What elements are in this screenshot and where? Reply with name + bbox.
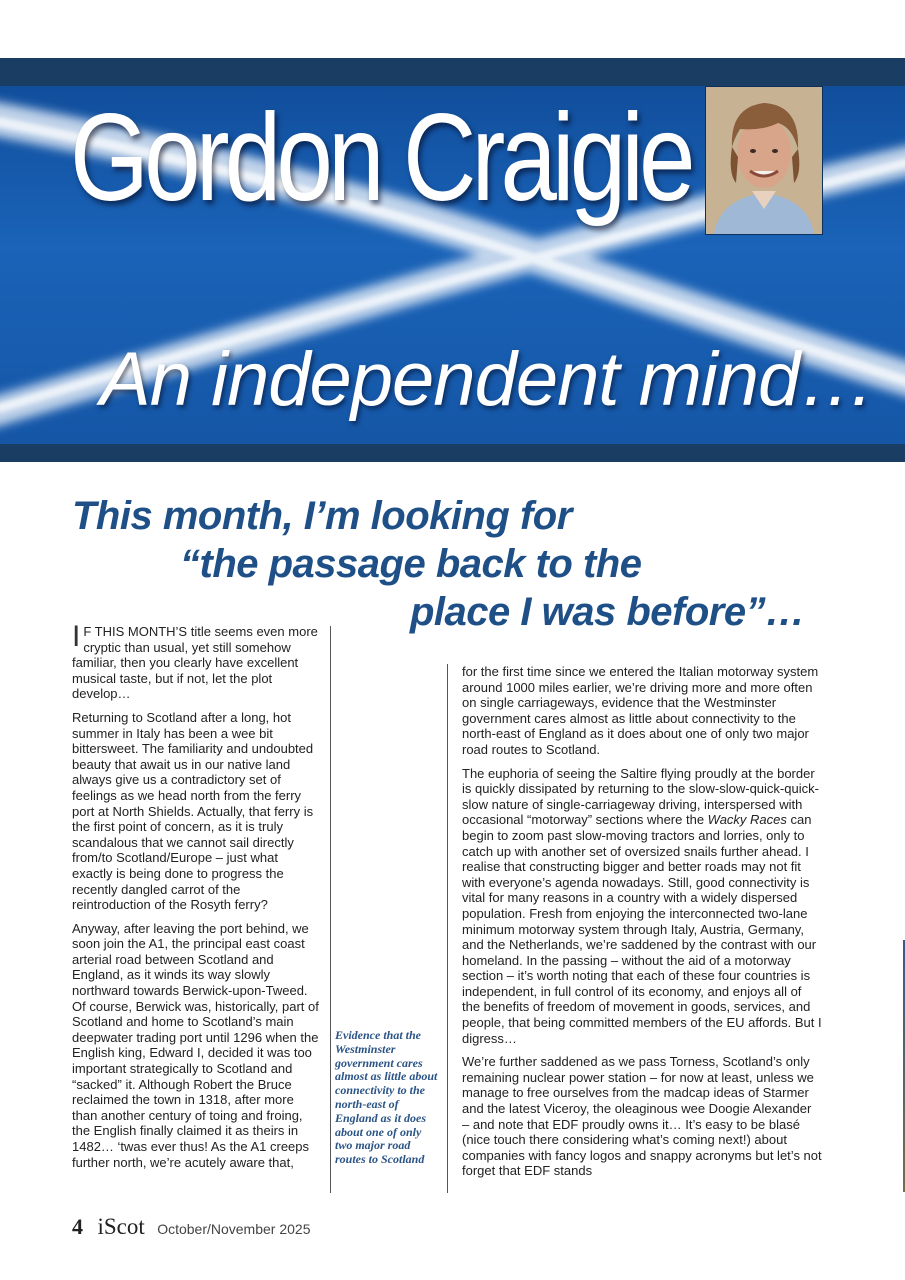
pull-quote: Evidence that the Westminster government cares almost as little about connectivity to the north-east of England as it does about one of only two major road routes to Scotland <box>335 1028 438 1167</box>
article-column-right <box>462 664 822 1187</box>
magazine-masthead: iScot <box>97 1214 145 1239</box>
paragraph-text: can begin to zoom past slow-moving tractors and lorries, only to catch up with another set of oversized snails further ahead. I realise that constructing bigger and better roads may not fit with everyone’s agenda nowadays. Still, good connectivity is vital for many reasons in a country with a widely dispersed population. Fresh from enjoying the interconnected two-lane minimum motorway system through Italy, Austria, Germany, and the Netherlands, we’re saddened by the contrast with our homeland. In the passing – without the aid of a motorway section – it’s worth noting that each of these four countries is independent, in full control of its economy, and enjoys all of the benefits of freedom of movement in goods, services, and people, that being committed members of the EU affords. But I digress… <box>462 812 822 1046</box>
headline-line-3: place I was before”… <box>410 590 805 634</box>
column-banner <box>0 86 905 444</box>
article-paragraph: Anyway, after leaving the port behind, we soon join the A1, the principal east coast arterial road between Scotland and England, as it winds its way slowly northward towards Berwick-upon-Tweed. Of course, Berwick was, historically, part of Scotland and home to Scotland’s main deepwater trading port until 1296 when the English king, Edward I, decided it was too important strategically to Scotland and “sacked” it. Although Robert the Bruce reclaimed the town in 1318, after more than another century of toing and froing, the English finally claimed it as theirs in 1482… ‘twas ever thus! As the A1 creeps further north, we’re acutely aware that, <box>72 920 319 1170</box>
issue-date: October/November 2025 <box>157 1221 311 1237</box>
headline-line-1: This month, I’m looking for <box>72 494 572 538</box>
author-name-title: Gordon Craigie <box>70 89 691 227</box>
article-paragraph: Returning to Scotland after a long, hot summer in Italy has been a wee bit bittersweet. The familiarity and undoubted beauty that await us in our native land always give us a contradictory set of feelings as we head north from the ferry port at North Shields. Actually, that ferry is the first point of concern, as it is truly scandalous that we cannot sail directly from/to Scotland/Europe – just what exactly is being done to progress the recently dangled carrot of the reintroduction of the Rosyth ferry? <box>72 709 314 913</box>
top-color-bar <box>0 58 905 86</box>
opening-paragraph-text: F THIS MONTH’S title seems even more cryptic than usual, yet still somehow familiar, then you clearly have excellent musical taste, but if not, let the plot develop… <box>72 624 318 702</box>
article-paragraph <box>462 766 822 1047</box>
paragraph-text: The euphoria of seeing the Saltire flying proudly at the border is quickly dissipated by returning to the slow-slow-quick-quick-slow nature of single-carriageway driving, interspersed with occasional “motorway” sections where the <box>462 765 819 828</box>
page-footer <box>72 1214 311 1244</box>
article-paragraph <box>72 620 320 702</box>
drop-cap: I <box>72 620 81 653</box>
italic-title: Wacky Races <box>707 812 787 828</box>
column-divider-right <box>447 664 448 1193</box>
article-paragraph: for the first time since we entered the Italian motorway system around 1000 miles earlier, we’re driving more and more often on single carriageways, evidence that the Westminster government cares almost as little about connectivity to the north-east of England as it does about one of only two major road routes to Scotland. <box>462 664 819 757</box>
page-number: 4 <box>72 1214 83 1239</box>
headline-line-2: “the passage back to the <box>180 542 642 586</box>
article-column-left <box>72 620 320 1178</box>
author-portrait <box>705 86 823 235</box>
article-paragraph: We’re further saddened as we pass Torness, Scotland’s only remaining nuclear power station – for now at least, unless we manage to free ourselves from the madcap ideas of Starmer and the latest Viceroy, the oleaginous wee Doogie Alexander – and note that EDF proudly owns it… It’s easy to be blasé (nice touch there considering what’s coming next!) about companies with fancy logos and snappy acronyms but let’s not forget that EDF stands <box>462 1054 822 1179</box>
column-divider-left <box>330 626 331 1193</box>
portrait-image <box>706 87 822 234</box>
bottom-color-bar <box>0 444 905 462</box>
column-tagline: An independent mind… <box>100 337 875 422</box>
